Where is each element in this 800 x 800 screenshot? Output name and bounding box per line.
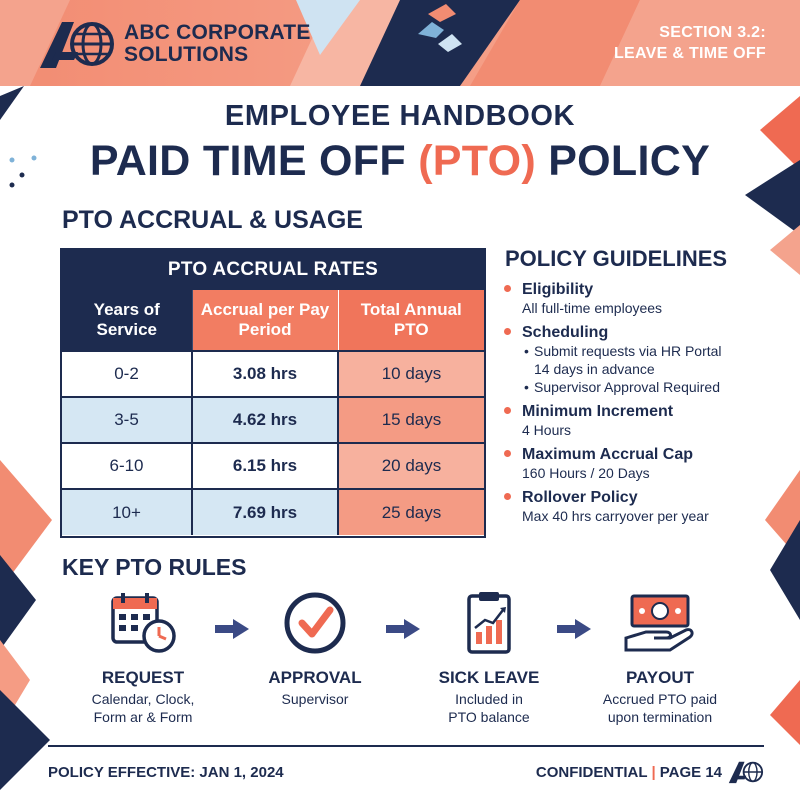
footer-page-info bbox=[536, 764, 722, 781]
clipboard-chart-icon bbox=[449, 590, 529, 656]
bullet-icon bbox=[504, 328, 511, 335]
section-label bbox=[614, 22, 766, 64]
cell-total: 20 days bbox=[338, 443, 484, 489]
title-suffix: POLICY bbox=[535, 137, 711, 185]
rule-desc: Included in bbox=[455, 691, 523, 707]
table-row bbox=[62, 351, 484, 397]
guideline-title: Eligibility bbox=[522, 281, 594, 298]
cell-accrual: 4.62 hrs bbox=[192, 397, 338, 443]
column-header-total: Total Annual PTO bbox=[338, 290, 484, 351]
guideline-subitem-text: Supervisor Approval Required bbox=[534, 379, 720, 395]
guidelines-heading: POLICY GUIDELINES bbox=[505, 246, 728, 271]
cell-years: 3-5 bbox=[62, 397, 192, 443]
guideline-minimum-increment bbox=[504, 402, 784, 439]
page-number: PAGE 14 bbox=[659, 764, 722, 781]
company-logo[interactable] bbox=[34, 16, 311, 72]
abc-logo-icon bbox=[34, 16, 116, 72]
confidential-label: CONFIDENTIAL bbox=[535, 764, 648, 781]
rule-desc: Supervisor bbox=[281, 691, 349, 707]
guideline-title: Minimum Increment bbox=[522, 403, 674, 420]
cell-total: 15 days bbox=[338, 397, 484, 443]
accrual-heading: PTO ACCRUAL & USAGE bbox=[62, 206, 363, 234]
rule-approval bbox=[240, 590, 390, 708]
guideline-title: Scheduling bbox=[522, 324, 609, 341]
policy-effective-date: POLICY EFFECTIVE: JAN 1, 2024 bbox=[48, 764, 284, 781]
rule-name: APPROVAL bbox=[268, 668, 362, 687]
table-row bbox=[62, 489, 484, 535]
guideline-title: Maximum Accrual Cap bbox=[522, 446, 694, 463]
cell-accrual: 6.15 hrs bbox=[192, 443, 338, 489]
rule-name: REQUEST bbox=[101, 668, 185, 687]
title-prefix: PAID TIME OFF bbox=[89, 137, 419, 185]
guideline-subitem: • Submit requests via HR Portal bbox=[524, 343, 722, 359]
column-header-years: Years of Service bbox=[62, 290, 192, 351]
guideline-desc: Max 40 hrs carryover per year bbox=[522, 508, 709, 524]
rules-heading: KEY PTO RULES bbox=[62, 554, 247, 580]
rule-desc: Form ar & Form bbox=[93, 709, 193, 725]
guideline-rollover bbox=[504, 488, 784, 525]
table-row bbox=[62, 397, 484, 443]
cell-years: 10+ bbox=[62, 489, 192, 535]
cell-total: 10 days bbox=[338, 351, 484, 397]
rule-payout bbox=[585, 590, 735, 726]
guideline-title: Rollover Policy bbox=[522, 489, 638, 506]
accrual-rates-table bbox=[62, 290, 484, 535]
company-name-line2: SOLUTIONS bbox=[124, 43, 249, 66]
company-name bbox=[124, 22, 311, 66]
bullet-icon bbox=[504, 450, 511, 457]
guideline-subitem-text: 14 days in advance bbox=[534, 361, 655, 377]
table-header-row bbox=[62, 290, 484, 351]
guideline-subitem-text: Submit requests via HR Portal bbox=[534, 343, 722, 359]
bullet-icon bbox=[504, 407, 511, 414]
guideline-eligibility bbox=[504, 280, 784, 317]
footer-divider bbox=[48, 745, 764, 747]
guideline-desc: 160 Hours / 20 Days bbox=[522, 465, 650, 481]
rule-sick-leave bbox=[414, 590, 564, 726]
rule-desc: PTO balance bbox=[448, 709, 530, 725]
handbook-eyebrow: EMPLOYEE HANDBOOK bbox=[224, 100, 576, 132]
cash-hand-icon bbox=[620, 590, 700, 656]
bullet-icon bbox=[504, 493, 511, 500]
rule-request bbox=[68, 590, 218, 726]
abc-logo-icon bbox=[726, 758, 764, 786]
cell-years: 6-10 bbox=[62, 443, 192, 489]
table-caption: PTO ACCRUAL RATES bbox=[62, 250, 484, 290]
rule-desc: Accrued PTO paid bbox=[602, 691, 718, 707]
column-header-accrual: Accrual per Pay Period bbox=[192, 290, 338, 351]
header-band bbox=[0, 0, 800, 86]
calendar-clock-icon bbox=[103, 590, 183, 656]
page-title bbox=[0, 137, 800, 186]
rule-desc: upon termination bbox=[607, 709, 713, 725]
table-row bbox=[62, 443, 484, 489]
guideline-accrual-cap bbox=[504, 445, 784, 482]
guideline-desc: All full-time employees bbox=[522, 300, 663, 316]
guideline-subitem: • Supervisor Approval Required bbox=[524, 379, 720, 395]
cell-accrual: 3.08 hrs bbox=[192, 351, 338, 397]
guideline-scheduling bbox=[504, 323, 784, 396]
cell-years: 0-2 bbox=[62, 351, 192, 397]
accrual-table bbox=[60, 248, 486, 538]
bullet-icon bbox=[504, 285, 511, 292]
guideline-subitem-cont bbox=[522, 360, 784, 378]
rule-name: PAYOUT bbox=[625, 668, 695, 687]
guideline-desc: 4 Hours bbox=[522, 422, 572, 438]
title-accent: (PTO) bbox=[418, 137, 536, 185]
check-circle-icon bbox=[275, 590, 355, 656]
section-number: SECTION 3.2: bbox=[659, 24, 766, 41]
cell-accrual: 7.69 hrs bbox=[192, 489, 338, 535]
company-name-line1: ABC CORPORATE bbox=[124, 21, 311, 44]
section-title: LEAVE & TIME OFF bbox=[613, 45, 766, 62]
rule-desc: Calendar, Clock, bbox=[91, 691, 195, 707]
rule-name: SICK LEAVE bbox=[438, 668, 540, 687]
cell-total: 25 days bbox=[338, 489, 484, 535]
footer-separator: | bbox=[651, 764, 656, 781]
policy-guidelines bbox=[504, 280, 784, 531]
